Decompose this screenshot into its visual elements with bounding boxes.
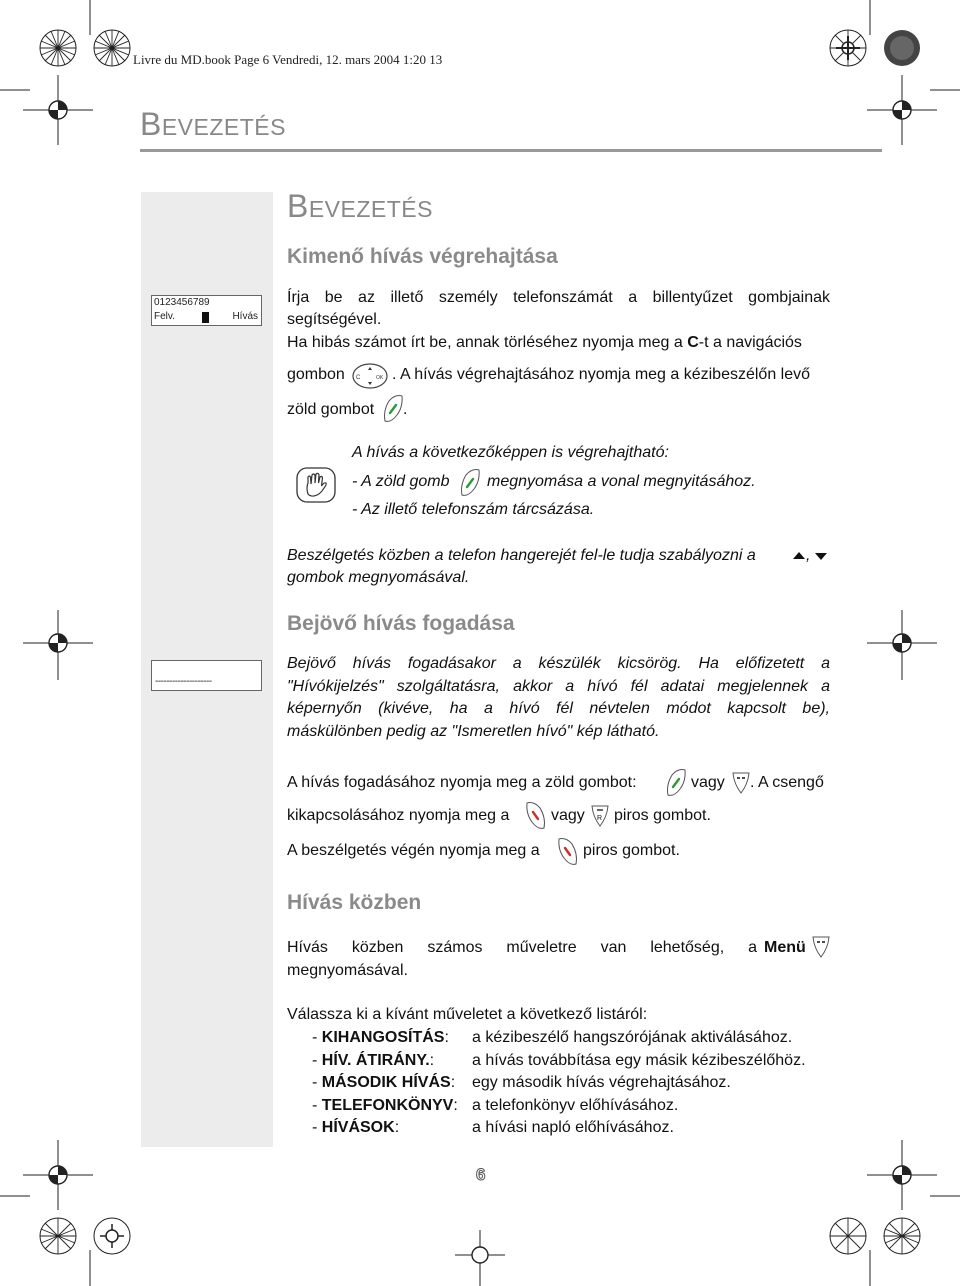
note-line3: - Az illető telefonszám tárcsázása.	[352, 501, 595, 518]
red-end-key-icon	[556, 836, 580, 868]
svg-text:OK: OK	[376, 375, 384, 381]
screen-left-softkey: Felv.	[154, 311, 175, 322]
outgoing-line1: Írja be az illető személy telefonszámát a billentyűzet gombjainak	[287, 289, 830, 306]
content-title: BEVEZETÉS	[287, 188, 433, 224]
outgoing-line4: gombon	[287, 366, 345, 383]
incoming-p3: képernyőn (kivéve, ha a hívó fél névtelen módot kapcsolt be),	[287, 700, 830, 717]
option-kihangositas: - KIHANGOSÍTÁS: a kézibeszélő hangszórójának aktiválásához.	[312, 1029, 793, 1046]
page-number: 6	[476, 1165, 486, 1184]
section-title-outgoing: Kimenő hívás végrehajtása	[287, 245, 558, 268]
volume-line2: gombok megnyomásával.	[287, 569, 470, 586]
screen-number: 0123456789	[154, 297, 210, 308]
note-line2b: megnyomása a vonal megnyitásához.	[487, 473, 756, 490]
r-key-icon	[590, 803, 610, 829]
screen-dashes: --------------------	[155, 676, 212, 687]
outgoing-line3: Ha hibás számot írt be, annak törléséhez nyomja meg a C-t a navigációs	[287, 334, 802, 351]
option-hiv-atirany: - HÍV. ÁTIRÁNY.: a hívás továbbítása egy másik kézibeszélőhöz.	[312, 1051, 806, 1069]
page-title: BEVEZETÉS	[140, 106, 286, 142]
answer-line1c: . A csengő	[750, 774, 824, 791]
phone-screen-incoming	[151, 660, 262, 691]
menu-key-label: Menü	[764, 939, 806, 956]
up-arrow-icon	[792, 549, 806, 563]
screen-right-softkey: Hívás	[232, 311, 258, 322]
hand-note-icon	[296, 467, 336, 503]
screen-cursor	[202, 312, 209, 323]
options-list	[312, 1027, 806, 1140]
answer-line2c: piros gombot.	[614, 807, 711, 824]
answer-line2a: kikapcsolásához nyomja meg a	[287, 807, 510, 824]
book-meta: Livre du MD.book Page 6 Vendredi, 12. mars 2004 1:20 13	[133, 52, 443, 67]
during-p2: megnyomásával.	[287, 962, 408, 979]
incoming-p2: "Hívókijelzés" szolgáltatásra, akkor a hívó fél adatai megjelennek a	[287, 678, 830, 695]
option-telefonkonyv: - TELEFONKÖNYV: a telefonkönyv előhívásához.	[312, 1096, 679, 1114]
softkey-icon	[731, 770, 751, 796]
title-rule	[140, 149, 882, 152]
section-title-during: Hívás közben	[287, 891, 422, 914]
answer-line1a: A hívás fogadásához nyomja meg a zöld gombot:	[287, 774, 637, 791]
note-line1: A hívás a következőképpen is végrehajtható:	[352, 444, 669, 461]
svg-text:C: C	[356, 375, 361, 381]
note-line2a: - A zöld gomb	[352, 473, 450, 490]
green-call-key-icon	[458, 467, 482, 499]
nav-key-icon	[351, 362, 389, 390]
red-end-key-icon	[524, 800, 548, 832]
volume-comma: ,	[806, 547, 811, 564]
volume-line1: Beszélgetés közben a telefon hangerejét fel-le tudja szabályozni a	[287, 547, 756, 564]
green-call-key-icon	[664, 767, 688, 799]
down-arrow-icon	[814, 549, 828, 563]
answer-line3b: piros gombot.	[583, 842, 680, 859]
green-call-key-icon	[381, 393, 408, 425]
section-title-incoming: Bejövő hívás fogadása	[287, 612, 515, 635]
answer-line1b: vagy	[691, 774, 725, 791]
during-p1: Hívás közben számos műveletre van lehetőség, a	[287, 939, 757, 956]
incoming-p1: Bejövő hívás fogadásakor a készülék kicsörög. Ha előfizetett a	[287, 655, 830, 672]
option-hivasok: - HÍVÁSOK: a hívási napló előhívásához.	[312, 1119, 674, 1136]
incoming-p4: máskülönben pedig az "Ismeretlen hívó" kép látható.	[287, 723, 660, 740]
phone-screen-dialing	[151, 295, 262, 326]
menu-softkey-icon	[811, 934, 831, 960]
answer-line3a: A beszélgetés végén nyomja meg a	[287, 842, 540, 859]
option-masodik-hivas: - MÁSODIK HÍVÁS: egy második hívás végrehajtásához.	[312, 1074, 731, 1091]
during-intro: Válassza ki a kívánt műveletet a következő listáról:	[287, 1006, 648, 1023]
outgoing-line5: zöld gombot	[287, 401, 375, 418]
outgoing-line2: segítségével.	[287, 311, 382, 328]
outgoing-line5b: .	[403, 401, 408, 418]
svg-text:R: R	[597, 815, 603, 822]
outgoing-line4b: . A hívás végrehajtásához nyomja meg a kézibeszélőn levő	[392, 366, 811, 383]
answer-line2b: vagy	[551, 807, 585, 824]
